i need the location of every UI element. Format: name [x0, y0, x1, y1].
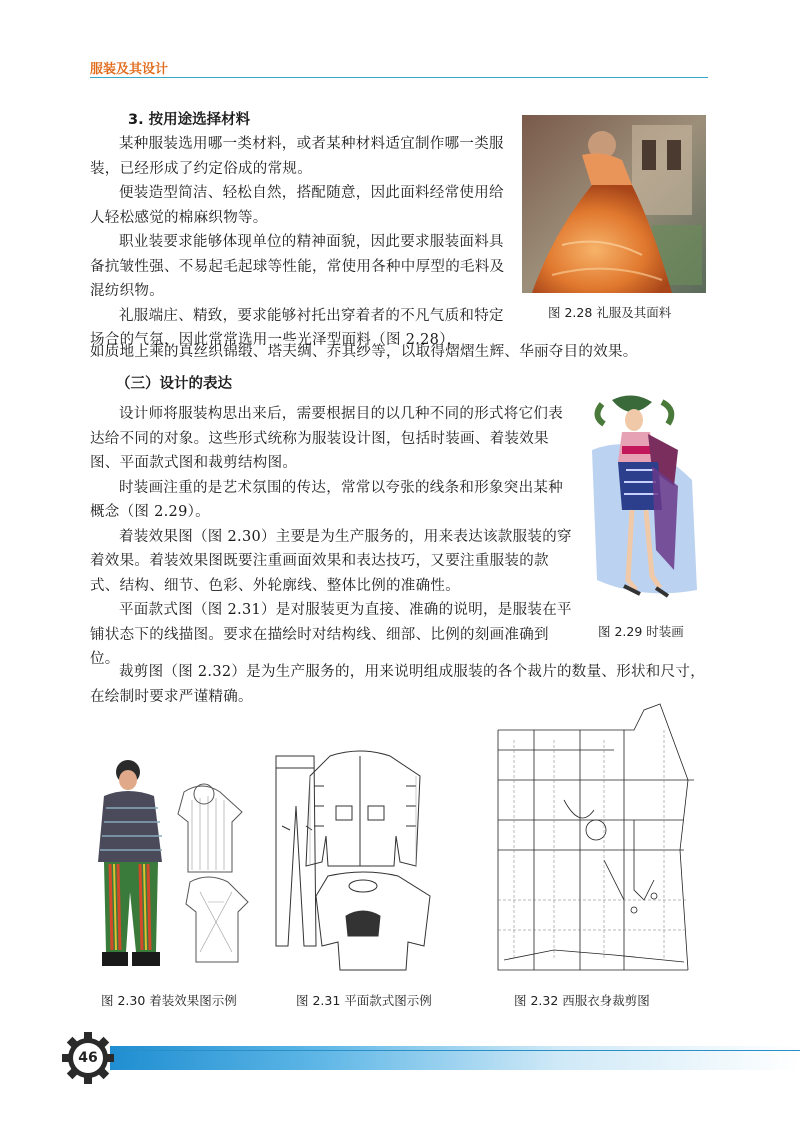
paragraph: 便装造型简洁、轻松自然，搭配随意，因此面料经常使用给人轻松感觉的棉麻织物等。 [90, 185, 504, 226]
fashion-illustration [582, 390, 710, 614]
figure-caption-2-30: 图 2.30 着装效果图示例 [101, 993, 237, 1008]
paragraph: 设计师将服装构思出来后，需要根据目的以几种不同的形式将它们表达给不同的对象。这些形式统称为服装设计图，包括时装画、着装效果图、平面款式图和裁剪结构图。 [90, 406, 563, 471]
paragraph: 礼服端庄、精致，要求能够衬托出穿着者的不凡气质和特定场合的气氛，因此常常选用一些光泽型面料（图 2.28）， [90, 307, 504, 348]
section3-body [90, 132, 514, 353]
paragraph: 时装画注重的是艺术氛围的传达，常常以夸张的线条和形象突出某种概念（图 2.29）。 [90, 479, 563, 520]
figure-caption-2-32: 图 2.32 西服衣身裁剪图 [514, 993, 650, 1008]
paragraph: 职业装要求能够体现单位的精神面貌，因此要求服装面料具备抗皱性强、不易起毛起球等性能，常使用各种中厚型的毛料及混纺织物。 [90, 234, 505, 299]
figure-caption-2-28: 图 2.28 礼服及其面料 [548, 305, 672, 320]
design-body [90, 402, 574, 672]
flat-sketch-drawing [270, 746, 456, 974]
gown-photo [522, 115, 706, 293]
pattern-drafting-drawing [484, 700, 698, 978]
paragraph: 如质地上乘的真丝织锦缎、塔夫绸、乔其纱等，以取得熠熠生辉、华丽夺目的效果。 [90, 344, 638, 360]
header-rule [90, 77, 708, 78]
paragraph: 平面款式图（图 2.31）是对服装更为直接、准确的说明，是服装在平铺状态下的线描图。要求在描绘时对结构线、细部、比例的刻画准确到位。 [90, 602, 572, 667]
figure-caption-2-31: 图 2.31 平面款式图示例 [296, 993, 432, 1008]
paragraph: 着装效果图（图 2.30）主要是为生产服务的，用来表达该款服装的穿着效果。着装效果图既要注重画面效果和表达技巧，又要注重服装的款式、结构、细节、色彩、外轮廓线、整体比例的准确性。 [90, 528, 572, 594]
section-heading-usage: 3. 按用途选择材料 [128, 112, 251, 128]
section-heading-design: （三）设计的表达 [116, 376, 232, 392]
section3-body-cont [90, 340, 710, 365]
page-number: 46 [78, 1050, 98, 1066]
figure-caption-2-29: 图 2.29 时装画 [598, 624, 684, 639]
paragraph: 裁剪图（图 2.32）是为生产服务的，用来说明组成服装的各个裁片的数量、形状和尺寸，在绘制时要求严谨精确。 [90, 664, 705, 705]
footer-rule [120, 1050, 800, 1051]
paragraph: 某种服装选用哪一类材料，或者某种材料适宜制作哪一类服装，已经形成了约定俗成的常规。 [90, 136, 504, 177]
wearing-effect-drawing [92, 752, 262, 974]
running-header: 服装及其设计 [90, 62, 169, 77]
